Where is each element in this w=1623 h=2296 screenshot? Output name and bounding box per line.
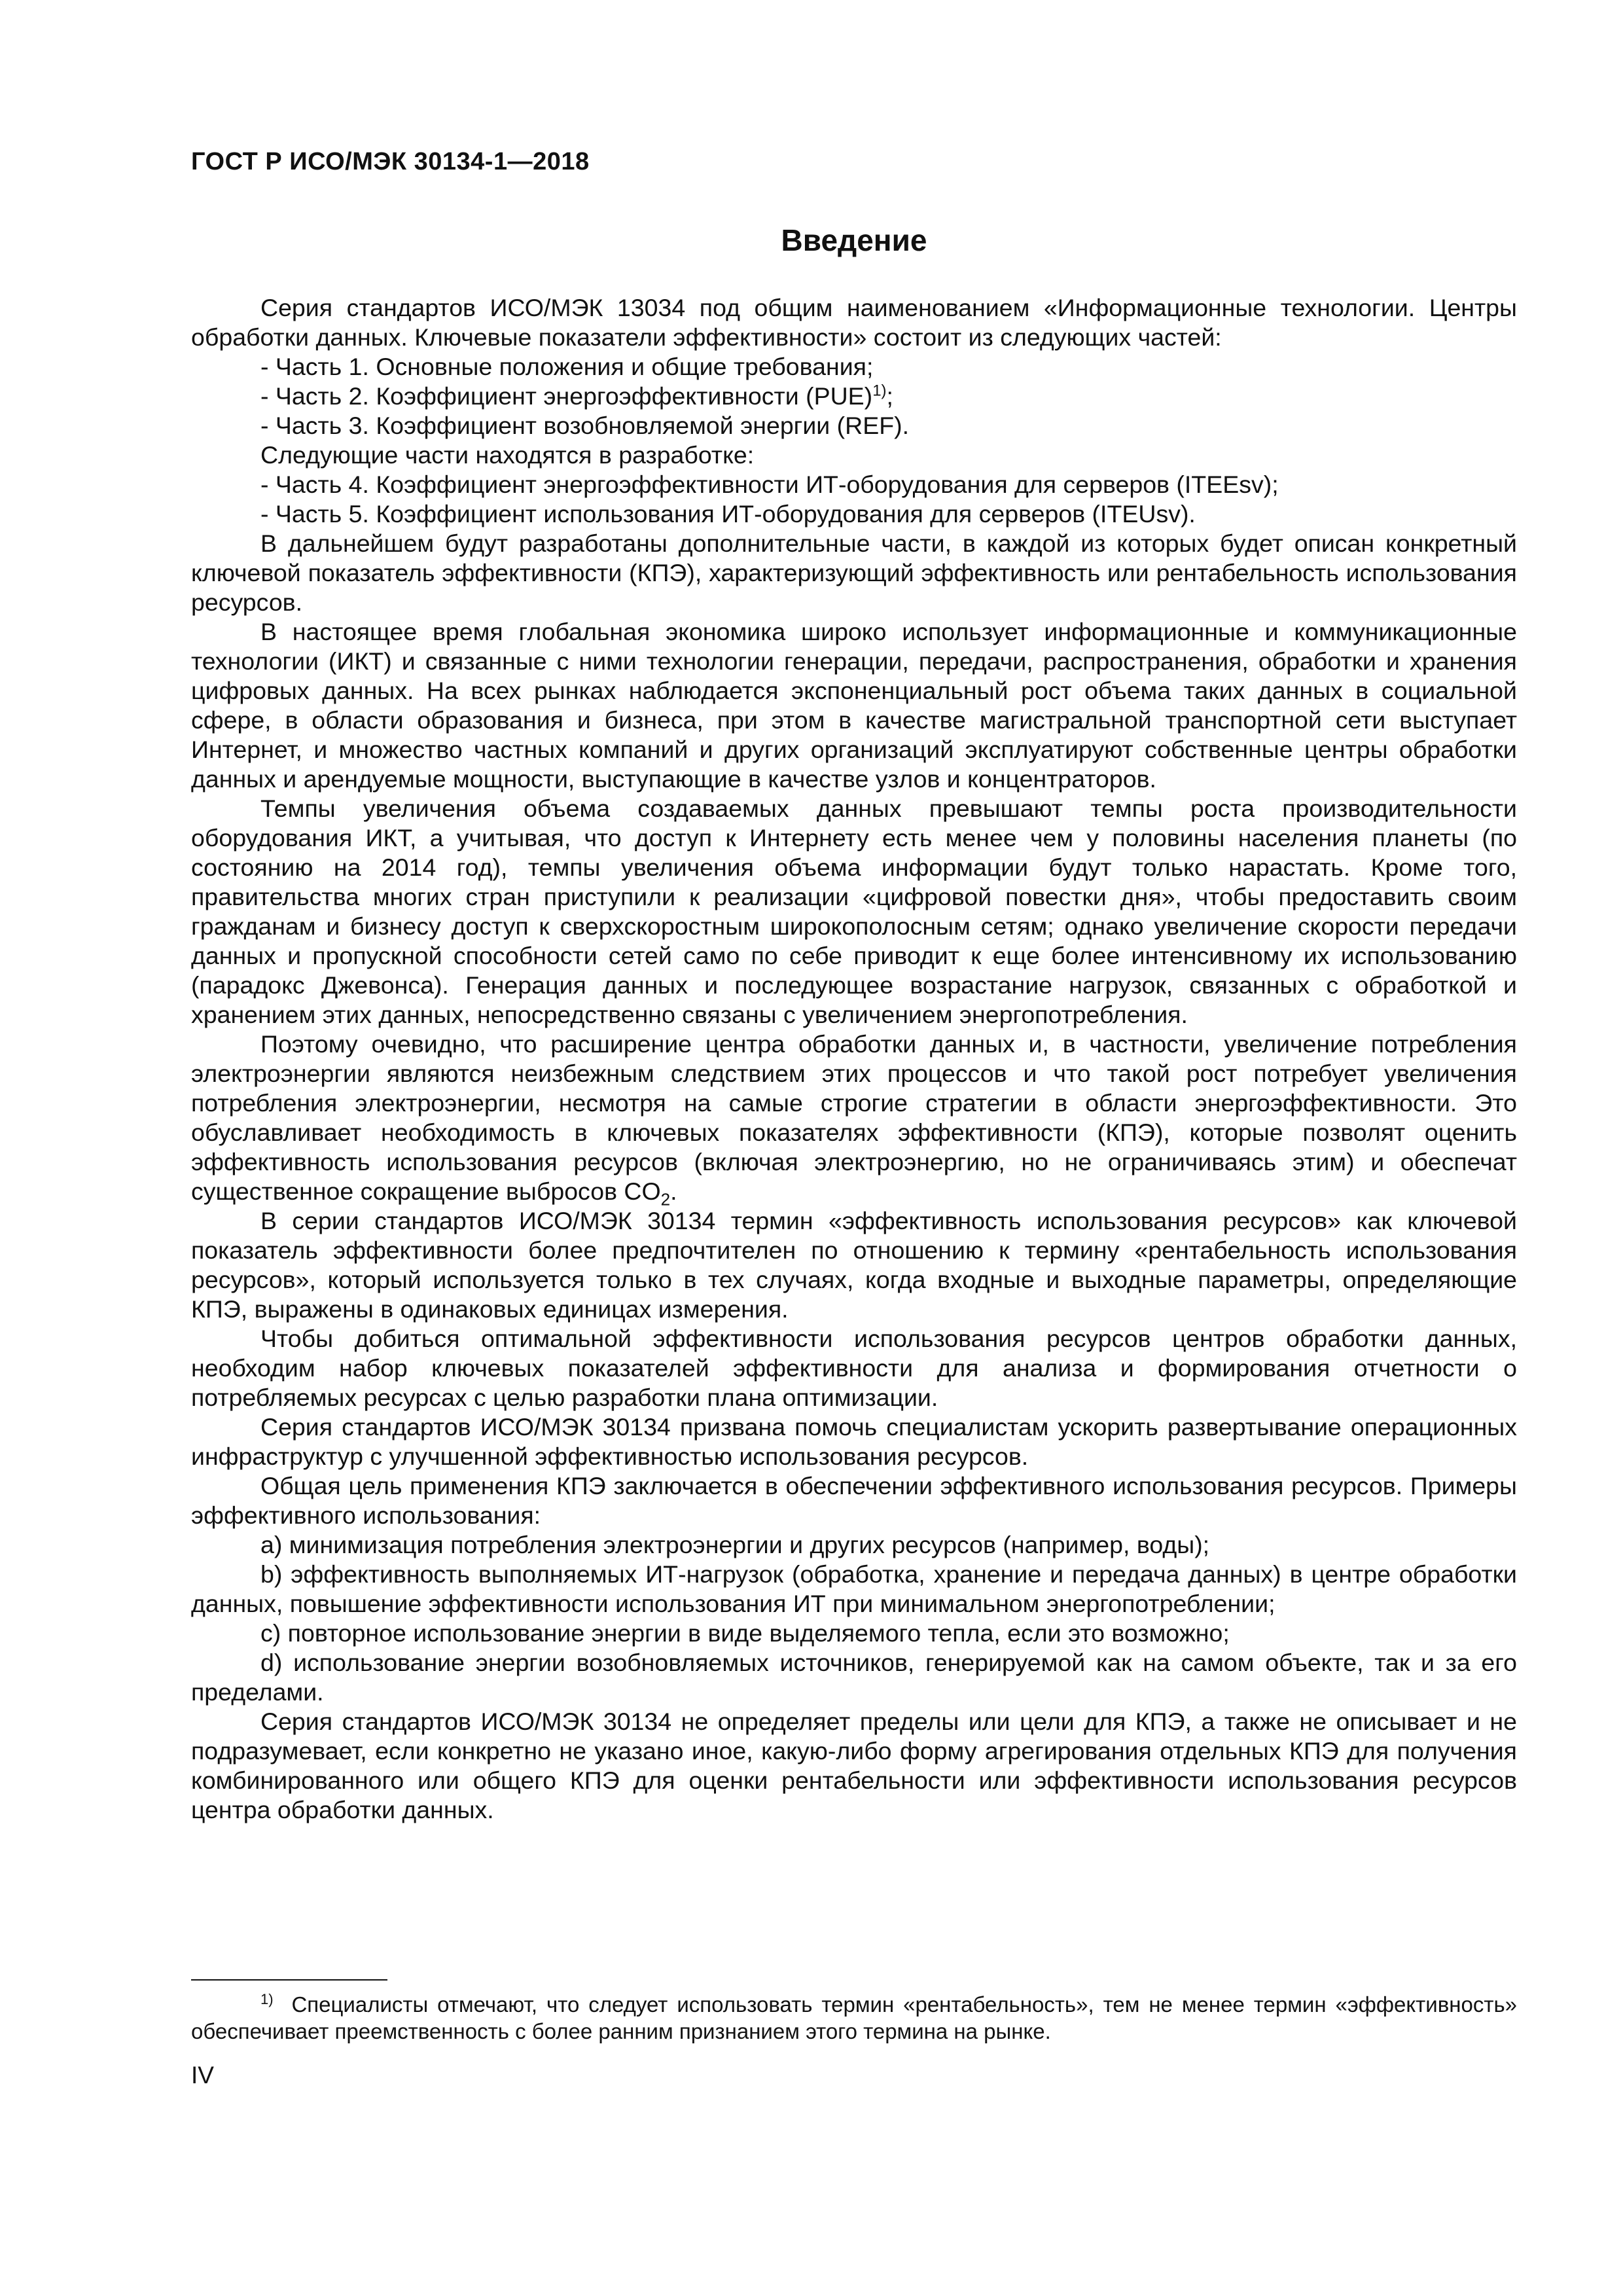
section-title: Введение	[781, 223, 927, 257]
paragraph: Темпы увеличения объема создаваемых данных превышают темпы роста производительности оборудования ИКТ, а учитывая, что доступ к Интернету есть менее чем у половины населения планеты (по состоянию на 2014 год), темпы увеличения объема информации будут только нарастать. Кроме того, правительства многих стран приступили к реализации «цифровой повестки дня», чтобы предоставить своим гражданам и бизнесу доступ к сверхскоростным широкополосным сетям; однако увеличение скорости передачи данных и пропускной способности сетей само по себе приводит к еще более интенсивному их использованию (парадокс Джевонса). Генерация данных и последующее возрастание нагрузок, связанных с обработкой и хранением этих данных, непосредственно связаны с увеличением энергопотребления.	[191, 795, 1517, 1028]
paragraph: Общая цель применения КПЭ заключается в обеспечении эффективного использования ресурсов. Примеры эффективного использования:	[191, 1472, 1517, 1529]
paragraph: Следующие части находятся в разработке:	[260, 441, 755, 469]
document-body	[191, 293, 1517, 1825]
footnote-reference: 1)	[872, 382, 887, 400]
footnote-text: Специалисты отмечают, что следует использовать термин «рентабельность», тем не менее термин «эффективность» обеспечивает преемственность с более ранним признанием этого термина на рынке.	[191, 1992, 1517, 2043]
running-header: ГОСТ Р ИСО/МЭК 30134-1—2018	[191, 148, 590, 175]
page-number: IV	[191, 2062, 214, 2089]
footnote-divider	[191, 1979, 387, 1981]
footnote-marker: 1)	[260, 1991, 274, 2007]
paragraph: Серия стандартов ИСО/МЭК 30134 не определяет пределы или цели для КПЭ, а также не описывает и не подразумевает, если конкретно не указано иное, какую-либо форму агрегирования отдельных КПЭ для получения комбинированного или общего КПЭ для оценки рентабельности или эффективности использования ресурсов центра обработки данных.	[191, 1708, 1517, 1823]
list-item: - Часть 4. Коэффициент энергоэффективности ИТ-оборудования для серверов (ITEEsv);	[260, 471, 1279, 498]
list-item: d) использование энергии возобновляемых источников, генерируемой как на самом объекте, так и за его пределами.	[191, 1649, 1517, 1706]
paragraph: В настоящее время глобальная экономика широко использует информационные и коммуникационные технологии (ИКТ) и связанные с ними технологии генерации, передачи, распространения, обработки и хранения цифровых данных. На всех рынках наблюдается экспоненциальный рост объема таких данных в социальной сфере, в области образования и бизнеса, при этом в качестве магистральной транспортной сети выступает Интернет, и множество частных компаний и других организаций эксплуатируют собственные центры обработки данных и арендуемые мощности, выступающие в качестве узлов и концентраторов.	[191, 618, 1517, 793]
list-item: a) минимизация потребления электроэнергии и других ресурсов (например, воды);	[260, 1531, 1210, 1558]
paragraph	[191, 1030, 1517, 1210]
paragraph: Серия стандартов ИСО/МЭК 13034 под общим наименованием «Информационные технологии. Центры обработки данных. Ключевые показатели эффективности» состоит из следующих частей:	[191, 294, 1517, 351]
paragraph: В дальнейшем будут разработаны дополнительные части, в каждой из которых будет описан конкретный ключевой показатель эффективности (КПЭ), характеризующий эффективность или рентабельность использования ресурсов.	[191, 529, 1517, 616]
list-item-punctuation: ;	[886, 382, 893, 410]
list-item: b) эффективность выполняемых ИТ-нагрузок (обработка, хранение и передача данных) в центре обработки данных, повышение эффективности использования ИТ при минимальном энергопотреблении;	[191, 1560, 1517, 1617]
subscript: 2	[660, 1189, 671, 1210]
list-item	[191, 382, 1517, 411]
list-item: - Часть 5. Коэффициент использования ИТ-оборудования для серверов (ITEUsv).	[260, 500, 1196, 528]
paragraph-text: Поэтому очевидно, что расширение центра обработки данных и, в частности, увеличение потребления электроэнергии являются неизбежным следствием этих процессов и что такой рост потребует увеличения потребления электроэнергии, несмотря на самые строгие стратегии в области энергоэффективности. Это обуславливает необходимость в ключевых показателях эффективности (КПЭ), которые позволят оценить эффективность использования ресурсов (включая электроэнергию, но не ограничиваясь этим) и обеспечат существенное сокращение выбросов CO	[191, 1030, 1517, 1205]
footnote	[191, 1991, 1517, 2045]
paragraph: Серия стандартов ИСО/МЭК 30134 призвана помочь специалистам ускорить развертывание операционных инфраструктур с улучшенной эффективностью использования ресурсов.	[191, 1413, 1517, 1470]
list-item: - Часть 3. Коэффициент возобновляемой энергии (REF).	[260, 412, 910, 439]
paragraph: Чтобы добиться оптимальной эффективности использования ресурсов центров обработки данных, необходим набор ключевых показателей эффективности для анализа и формирования отчетности о потребляемых ресурсах с целью разработки плана оптимизации.	[191, 1325, 1517, 1411]
paragraph: В серии стандартов ИСО/МЭК 30134 термин «эффективность использования ресурсов» как ключевой показатель эффективности более предпочтителен по отношению к термину «рентабельность использования ресурсов», который используется только в тех случаях, когда входные и выходные параметры, определяющие КПЭ, выражены в одинаковых единицах измерения.	[191, 1207, 1517, 1323]
list-item: - Часть 1. Основные положения и общие требования;	[260, 353, 874, 380]
list-item: c) повторное использование энергии в виде выделяемого тепла, если это возможно;	[260, 1619, 1230, 1647]
paragraph-punctuation: .	[670, 1177, 677, 1205]
list-item-text: - Часть 2. Коэффициент энергоэффективности (PUE)	[260, 382, 873, 410]
